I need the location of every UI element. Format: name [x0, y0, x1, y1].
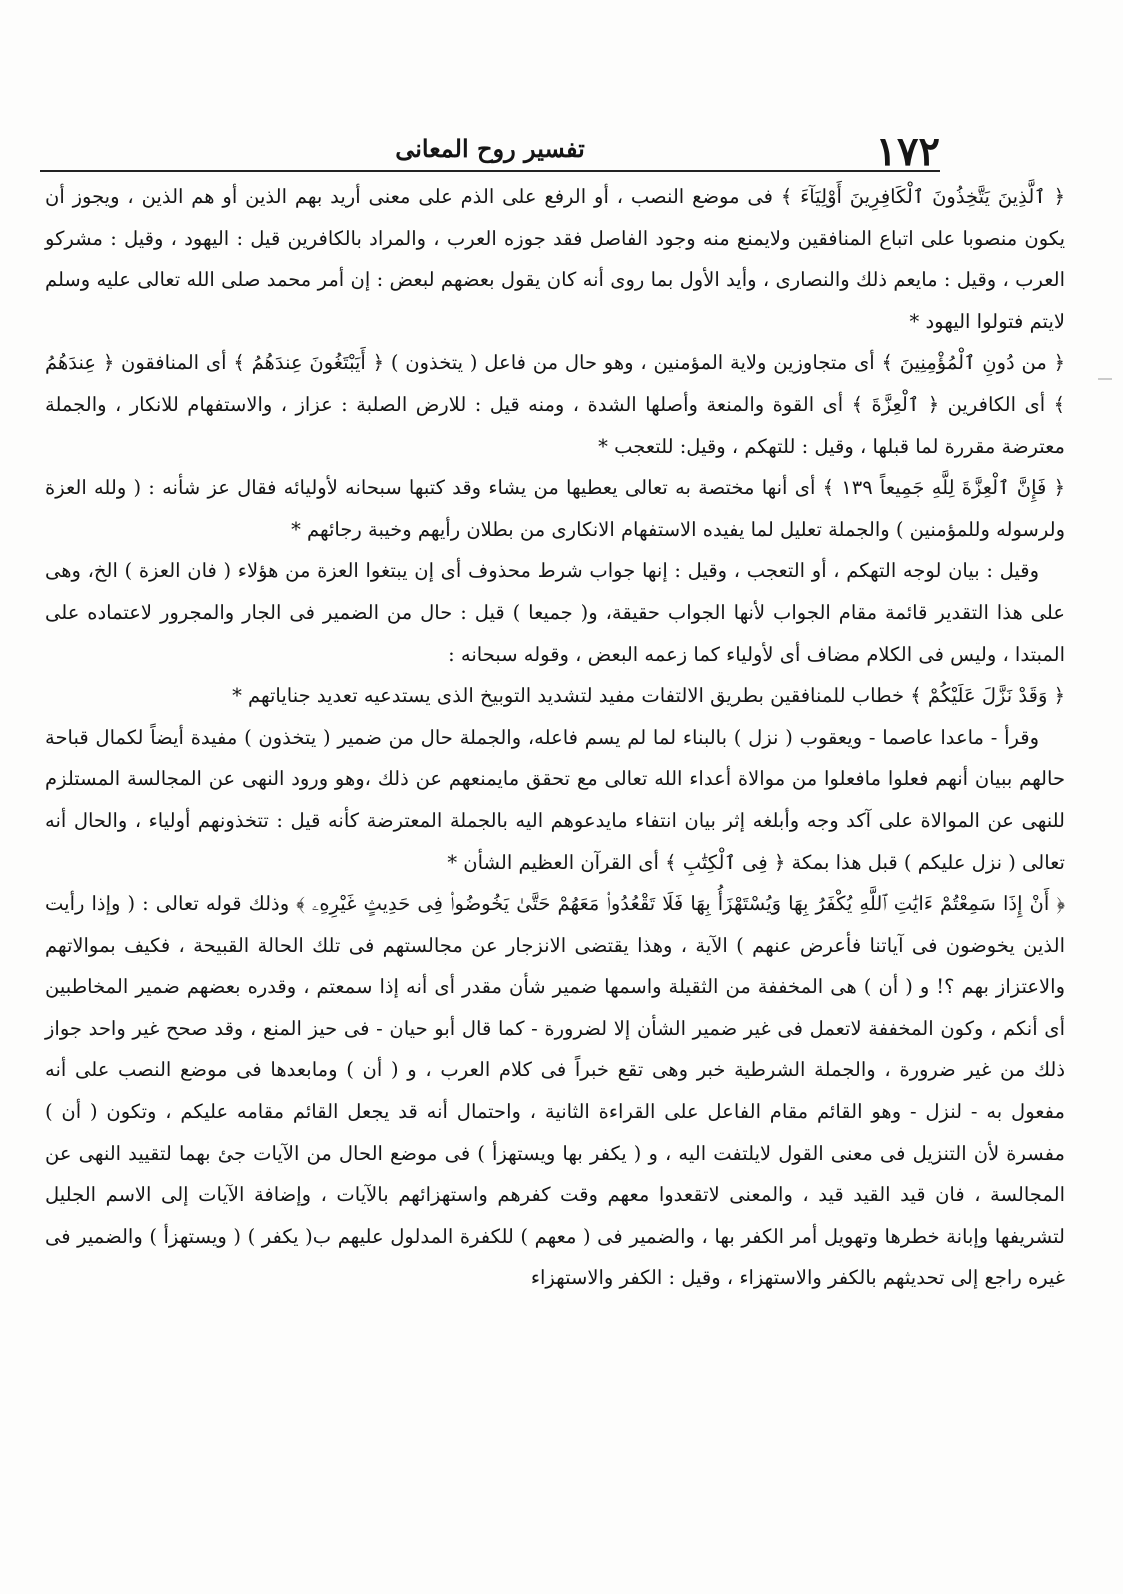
paragraph: وقرأ - ماعدا عاصما - ويعقوب ( نزل ) بالبناء لما لم يسم فاعله، والجملة حال من ضمير ( يتخذون ) مفيدة أيضاً لكمال قباحة حالهم ببيان أنهم فعلوا مافعلوا من موالاة أعداء الله تعالى مع تحقق مايمنعهم عن ذلك ،وهو ورود النهى عن المجالسة المستلزم للنهى عن الموالاة على آكد وجه وأبلغه إثر بيان انتفاء مايدعوهم اليه بالجملة المعترضة كأنه قيل : تتخذونهم أولياء ، والحال أنه تعالى ( نزل عليكم ) قبل هذا بمكة ﴿ فِى ٱلْكِتَٰبِ ﴾ أى القرآن العظيم الشأن * — [45, 725, 1065, 874]
page-number: ١٧٢ — [875, 128, 940, 175]
paragraph: ﴿ أَنْ إِذَا سَمِعْتُمْ ءَايَٰتِ ٱللَّهِ يُكْفَرُ بِهَا وَيُسْتَهْزَأُ بِهَا فَلَا تَقْعُدُوا۟ مَعَهُمْ حَتَّىٰ يَخُوضُوا۟ فِى حَدِيثٍ غَيْرِهِۦ ﴾ وذلك قوله تعالى : ( وإذا رأيت الذين يخوضون فى آياتنا فأعرض عنهم ) الآية ، وهذا يقتضى الانزجار عن مجالستهم فى تلك الحالة القبيحة ، فكيف بموالاتهم والاعتزاز بهم ؟! و ( أن ) هى المخففة من الثقيلة واسمها ضمير شأن مقدر أى أنه إذا سمعتم ، وقدره بعضهم ضمير المخاطبين أى أنكم ، وكون المخففة لاتعمل فى غير ضمير الشأن إلا لضرورة - كما قال أبو حيان - فى حيز المنع ، وقد صحح غير واحد جواز ذلك من غير ضرورة ، والجملة الشرطية خبر وهى تقع خبراً فى كلام العرب ، و ( أن ) ومابعدها فى موضع النصب على أنه مفعول به - لنزل - وهو القائم مقام الفاعل على القراءة الثانية ، واحتمال أنه قد يجعل القائم مقامه عليكم ، وتكون ( أن ) مفسرة لأن التنزيل فى معنى القول لايلتفت اليه ، و ( يكفر بها ويستهزأ ) فى موضع الحال من الآيات جئ بهما لتقييد النهى عن المجالسة ، فان قيد القيد قيد ، والمعنى لاتقعدوا معهم وقت كفرهم واستهزائهم بالآيات ، وإضافة الآيات إلى الاسم الجليل لتشريفها وإبانة خطرها وتهويل أمر الكفر بها ، والضمير فى ( معهم ) للكفرة المدلول عليهم ب( يكفر ) ( ويستهزأ ) والضمير فى غيره راجع إلى تحديثهم بالكفر والاستهزاء ، وقيل : الكفر والاستهزاء — [45, 892, 1065, 1290]
paragraph: ﴿ وَقَدْ نَزَّلَ عَلَيْكُمْ ﴾ خطاب للمنافقين بطريق الالتفات مفيد لتشديد التوبيخ الذى يستدعيه تعديد جناياتهم * — [232, 684, 1065, 708]
paragraph: ﴿ فَإِنَّ ٱلْعِزَّةَ لِلَّهِ جَمِيعاً ١٣٩ ﴾ أى أنها مختصة به تعالى يعطيها من يشاء وقد كتبها سبحانه لأوليائه فقال عز شأنه : ( ولله العزة ولرسوله وللمؤمنين ) والجملة تعليل لما يفيده الاستفهام الانكارى من بطلان رأيهم وخيبة رجائهم * — [45, 476, 1065, 541]
header-rule — [40, 170, 940, 172]
paragraph: وقيل : بيان لوجه التهكم ، أو التعجب ، وقيل : إنها جواب شرط محذوف أى إن يبتغوا العزة من هؤلاء ( فان العزة ) الخ، وهى على هذا التقدير قائمة مقام الجواب لأنها الجواب حقيقة، و( جميعا ) قيل : حال من الضمير فى الجار والمجرور لاعتماده على المبتدا ، وليس فى الكلام مضاف أى لأولياء كما زعمه البعض ، وقوله سبحانه : — [45, 559, 1065, 666]
paragraph: ﴿ ٱلَّذِينَ يَتَّخِذُونَ ٱلْكَافِرِينَ أَوْلِيَآءَ ﴾ فى موضع النصب ، أو الرفع على الذم على معنى أريد بهم الذين أو هم الذين ، ويجوز أن يكون منصوبا على اتباع المنافقين ولايمنع منه وجود الفاصل فقد جوزه العرب ، والمراد بالكافرين قيل : اليهود ، وقيل : مشركو العرب ، وقيل : مايعم ذلك والنصارى ، وأيد الأول بما روى أنه كان يقول بعضهم لبعض : إن أمر محمد صلى الله تعالى عليه وسلم لايتم فتولوا اليهود * — [45, 185, 1065, 333]
commentary-text — [45, 176, 1065, 1581]
margin-mark — [1098, 378, 1112, 380]
paragraph: ﴿ من دُونِ ٱلْمُؤْمِنِينَ ﴾ أى متجاوزين ولاية المؤمنين ، وهو حال من فاعل ( يتخذون ) ﴿ أَيَبْتَغُونَ عِندَهُمُ ﴾ أى المنافقون ﴿ عِندَهُمُ ﴾ أى الكافرين ﴿ ٱلْعِزَّةَ ﴾ أى القوة والمنعة وأصلها الشدة ، ومنه قيل : للارض الصلبة : عزاز ، والاستفهام للانكار ، والجملة معترضة مقررة لما قبلها ، وقيل : للتهكم ، وقيل: للتعجب * — [45, 351, 1065, 458]
running-title: تفسير روح المعانى — [395, 134, 585, 163]
